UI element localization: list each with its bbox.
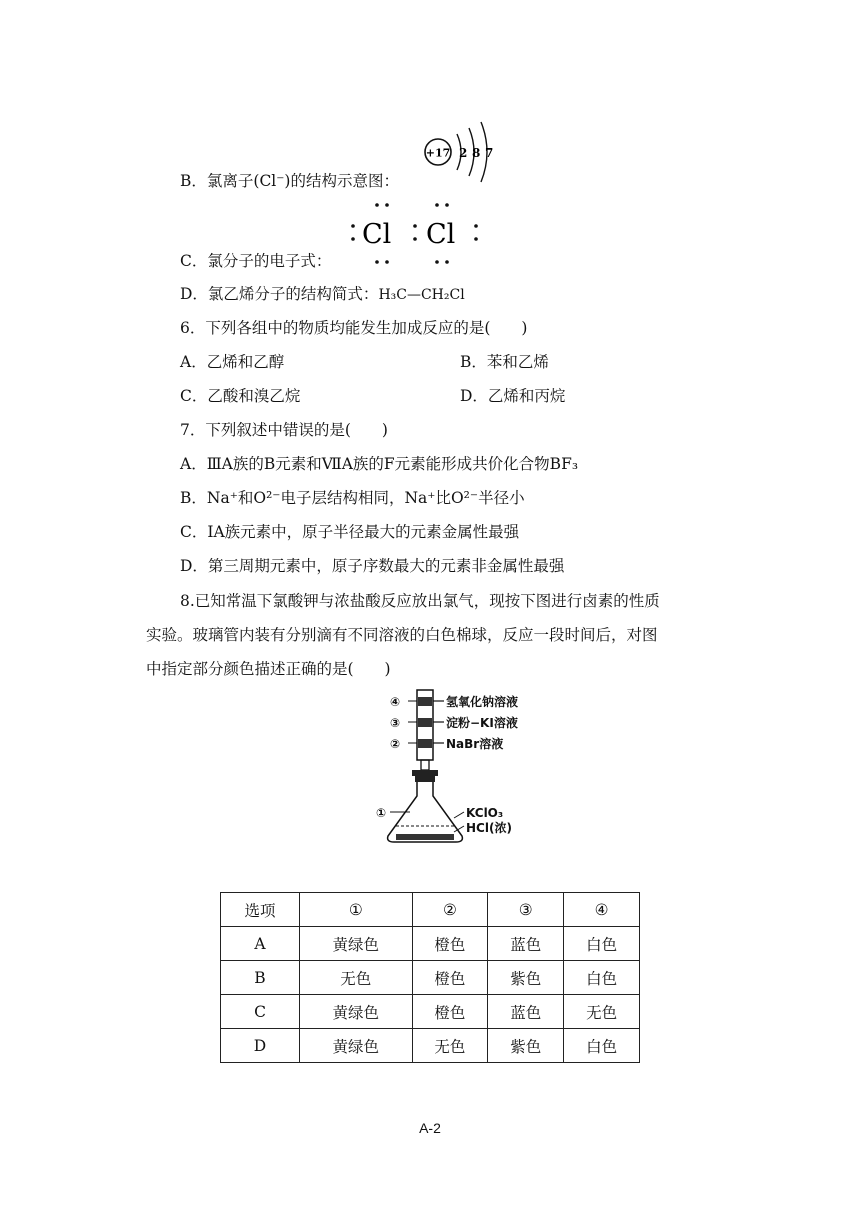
table-cell: 紫色 [488,961,564,995]
table-cell: 蓝色 [488,995,564,1029]
table-header-cell: ④ [564,893,640,927]
q7-stem: 7．下列叙述中错误的是( ) [180,421,388,439]
q8-stem-line3: 中指定部分颜色描述正确的是( ) [146,660,391,678]
q6-option-a: A．乙烯和乙醇 [180,353,285,371]
left-cl-symbol: Cl [362,219,392,250]
chlorine-electron-formula [340,196,490,268]
table-row [221,995,640,1029]
table-cell: C [221,995,300,1029]
table-cell: 白色 [564,961,640,995]
apparatus-label-3-text: 淀粉−KI溶液 [446,716,518,730]
table-cell: 黄绿色 [300,995,413,1029]
q7-option-a: A．ⅢA族的B元素和ⅦA族的F元素能形成共价化合物BF₃ [180,455,579,473]
apparatus-reagent-hcl: HCl(浓) [466,821,512,835]
table-cell: 黄绿色 [300,927,413,961]
shell-1-electrons: 2 [459,146,468,160]
apparatus-label-4-text: 氢氧化钠溶液 [446,695,519,709]
q5-option-b: B．氯离子(Cl⁻)的结构示意图： [180,172,399,190]
q8-stem-line2: 实验。玻璃管内装有分别滴有不同溶液的白色棉球，反应一段时间后，对图 [146,626,658,644]
table-cell: 无色 [300,961,413,995]
apparatus-flask-num: ① [376,806,387,820]
table-cell: 紫色 [488,1029,564,1063]
apparatus-reagent-kclo3: KClO₃ [466,806,504,820]
q7-option-d: D．第三周期元素中，原子序数最大的元素非金属性最强 [180,557,565,575]
shell-2-electrons: 8 [472,146,481,160]
q5-option-d [180,284,465,305]
chloride-ion-structure-diagram [420,118,510,188]
q6-stem: 6．下列各组中的物质均能发生加成反应的是( ) [180,319,528,337]
q7-option-c: C．ⅠA族元素中，原子半径最大的元素金属性最强 [180,523,520,541]
q6-option-c: C．乙酸和溴乙烷 [180,387,301,405]
table-header-cell: ① [300,893,413,927]
q5-option-d-label: D．氯乙烯分子的结构简式： [180,285,379,303]
table-header-cell: ② [412,893,488,927]
table-row [221,961,640,995]
table-cell: 橙色 [412,927,488,961]
q5-option-d-formula: H₃C—CH₂Cl [378,287,465,303]
right-cl-symbol: Cl [426,219,456,250]
table-row [221,1029,640,1063]
table-cell: B [221,961,300,995]
apparatus-label-3-num: ③ [390,716,401,730]
table-cell: A [221,927,300,961]
table-cell: 蓝色 [488,927,564,961]
table-header-cell: 选项 [221,893,300,927]
table-cell: 橙色 [412,961,488,995]
shell-3-electrons: 7 [485,146,494,160]
table-cell: 橙色 [412,995,488,1029]
q6-option-b: B．苯和乙烯 [460,353,549,371]
table-header-cell: ③ [488,893,564,927]
table-row [221,927,640,961]
table-cell: 白色 [564,927,640,961]
q6-option-d: D．乙烯和丙烷 [460,387,566,405]
apparatus-label-2-text: NaBr溶液 [446,737,504,751]
apparatus-label-2-num: ② [390,737,401,751]
table-cell: 黄绿色 [300,1029,413,1063]
q8-options-table [220,892,640,1063]
page-number: A-2 [419,1120,441,1136]
q8-stem-line1: 8.已知常温下氯酸钾与浓盐酸反应放出氯气，现按下图进行卤素的性质 [180,592,660,610]
table-cell: 无色 [412,1029,488,1063]
nucleus-charge: +17 [425,146,451,160]
q5-option-c: C．氯分子的电子式： [180,252,332,270]
q7-option-b: B．Na⁺和O²⁻电子层结构相同，Na⁺比O²⁻半径小 [180,489,525,507]
table-cell: D [221,1029,300,1063]
apparatus-label-4-num: ④ [390,695,401,709]
table-cell: 无色 [564,995,640,1029]
table-cell: 白色 [564,1029,640,1063]
table-header-row [221,893,640,927]
